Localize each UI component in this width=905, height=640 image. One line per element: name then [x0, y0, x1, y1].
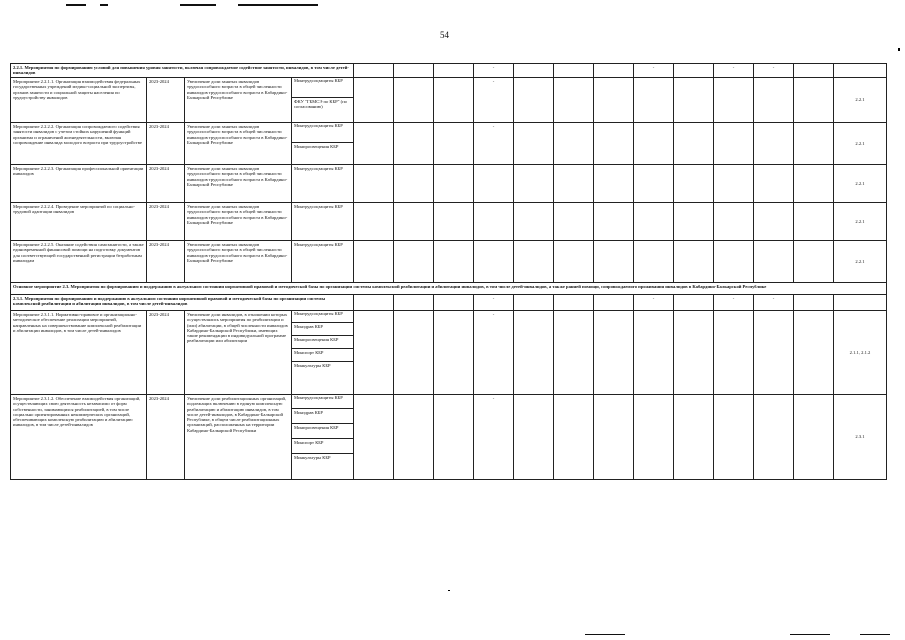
- executor: Минпросвещения КБР: [292, 335, 353, 348]
- executor: Минтрудсоцзащиты КБР: [294, 311, 343, 316]
- indicator-link: 2.2.1: [834, 203, 887, 241]
- indicator-link: 2.2.1: [834, 123, 887, 165]
- table-row: Мероприятие 2.3.1.2. Обеспечение взаимодействия организаций, осуществляющих свою деятельность независимо от форм собственности, занимающихся реабилитацией, в том числе социально ориентированных некоммерческих организаций, обеспечивающих комплексную реабилитацию и абилитацию инвалидов, в том числе детей-инвалидов 2023-2024 Увеличение доли реабилитационных организаций, подлежащих включению в единую комплексную реабилитацию и абилитацию инвалидов, в том числе детей-инвалидов, в Кабардино-Балкарской Республике, в общем числе реабилитационных организаций, расположенных на территории Кабардино-Балкарской Республики Минтрудсоцзащиты КБР Минздрав КБР Минпросвещения КБР Минспорт КБР Минкультуры КБР - 2.3.1: [11, 395, 887, 480]
- event-period: 2023-2024: [147, 311, 185, 395]
- table-row: Мероприятие 2.2.1.1. Организация взаимодействия федеральных государственных учреждений медико-социальной экспертизы, органов занятости и социальной защиты населения по трудоустройству инвалидов 2023-2024 Увеличение доли занятых инвалидов трудоспособного возраста в общей численности инвалидов трудоспособного возраста в Кабардино-Балкарской Республике Минтрудсоцзащиты КБР ФКУ "ГБМСЭ по КБР" (по согласованию) - 2.2.1: [11, 78, 887, 123]
- table-row: 2.3.1. Мероприятия по формированию и поддержанию в актуальном состоянии нормативной правовой и методической базы по организации системы комплексной реабилитации и абилитации инвалидов, в том числе детей-инвалидов - - - -: [11, 295, 887, 311]
- event-result: Увеличение доли занятых инвалидов трудоспособного возраста в общей численности инвалидов трудоспособного возраста в Кабардино-Балкарской Республике: [185, 203, 292, 241]
- event-name: Мероприятие 2.3.1.2. Обеспечение взаимодействия организаций, осуществляющих свою деятельность независимо от форм собственности, занимающихся реабилитацией, в том числе социально ориентированных некоммерческих организаций, обеспечивающих комплексную реабилитацию и абилитацию инвалидов, в том числе детей-инвалидов: [11, 395, 147, 480]
- executor: Минздрав КБР: [292, 322, 353, 335]
- section-title: Основное мероприятие 2.3. Мероприятия по формированию и поддержанию в актуальном состоянии нормативной правовой и методической базы по организации системы комплексной реабилитации и абилитации инвалидов, в том числе детей-инвалидов, а также ранней помощи, сопровождаемого проживания инвалидов в Кабардино-Балкарской Республике: [11, 283, 887, 295]
- scan-mark: [448, 590, 450, 591]
- section-title: 2.3.1. Мероприятия по формированию и поддержанию в актуальном состоянии нормативной правовой и методической базы по организации системы комплексной реабилитации и абилитации инвалидов, в том числе детей-инвалидов: [11, 295, 354, 311]
- executor: Минтрудсоцзащиты КБР: [294, 78, 343, 83]
- executor: Минкультуры КБР: [292, 361, 353, 369]
- scan-mark: [238, 4, 318, 6]
- event-result: Увеличение доли реабилитационных организаций, подлежащих включению в единую комплексную реабилитацию и абилитацию инвалидов, в том числе детей-инвалидов, в Кабардино-Балкарской Республике, в общем числе реабилитационных организаций, расположенных на территории Кабардино-Балкарской Республики: [185, 395, 292, 480]
- event-period: 2023-2024: [147, 241, 185, 283]
- event-period: 2023-2024: [147, 78, 185, 123]
- table-row: [11, 283, 887, 295]
- scan-mark: [180, 4, 216, 6]
- table-row: 2.2.1. Мероприятия по формированию условий для повышения уровня занятости, включая сопровождаемое содействие занятости, инвалидов, в том числе детей-инвалидов - - - -: [11, 64, 887, 78]
- executor: Минкультуры КБР: [292, 453, 353, 461]
- indicator-link: 2.2.1: [834, 241, 887, 283]
- indicator-link: 2.2.1: [834, 78, 887, 123]
- page-number: 54: [440, 30, 449, 40]
- section-title: 2.2.1. Мероприятия по формированию условий для повышения уровня занятости, включая сопровождаемое содействие занятости, инвалидов, в том числе детей-инвалидов: [11, 64, 354, 78]
- executor: Минтрудсоцзащиты КБР: [294, 395, 343, 400]
- scan-mark: [860, 634, 890, 635]
- executor: Минспорт КБР: [292, 348, 353, 361]
- executor: Минпросвещения КБР: [292, 423, 353, 438]
- scan-mark: [66, 4, 86, 6]
- event-name: Мероприятие 2.2.1.1. Организация взаимодействия федеральных государственных учреждений медико-социальной экспертизы, органов занятости и социальной защиты населения по трудоустройству инвалидов: [11, 78, 147, 123]
- executor: Минпросвещения КБР: [292, 142, 353, 150]
- event-result: Увеличение доли инвалидов, в отношении которых осуществлялись мероприятия по реабилитации и (или) абилитации, в общей численности инвалидов Кабардино-Балкарской Республики, имеющих такие рекомендации в индивидуальной программе реабилитации или абилитации: [185, 311, 292, 395]
- scan-mark: [790, 634, 830, 635]
- scan-mark: [585, 634, 625, 635]
- table-row: [11, 165, 887, 203]
- event-result: Увеличение доли занятых инвалидов трудоспособного возраста в общей численности инвалидов трудоспособного возраста в Кабардино-Балкарской Республике: [185, 123, 292, 165]
- program-table: [10, 63, 887, 480]
- indicator-link: 2.1.1, 2.1.2: [834, 311, 887, 395]
- event-result: Увеличение доли занятых инвалидов трудоспособного возраста в общей численности инвалидов трудоспособного возраста в Кабардино-Балкарской Республике: [185, 165, 292, 203]
- event-period: 2023-2024: [147, 203, 185, 241]
- indicator-link: 2.3.1: [834, 395, 887, 480]
- executor: Минздрав КБР: [292, 408, 353, 423]
- event-name: Мероприятие 2.2.2.3. Организация профессиональной ориентации инвалидов: [11, 165, 147, 203]
- scan-mark: [100, 4, 108, 6]
- indicator-link: 2.2.1: [834, 165, 887, 203]
- executor: Минтрудсоцзащиты КБР: [292, 203, 354, 241]
- table-row: [11, 241, 887, 283]
- table-row: [11, 203, 887, 241]
- executor: ФКУ "ГБМСЭ по КБР" (по согласованию): [292, 97, 353, 111]
- table-row: Мероприятие 2.3.1.1. Нормативно-правовое и организационно-методическое обеспечение реализации мероприятий, направленных на совершенствование комплексной реабилитации и абилитации инвалидов, в том числе детей-инвалидов 2023-2024 Увеличение доли инвалидов, в отношении которых осуществлялись мероприятия по реабилитации и (или) абилитации, в общей численности инвалидов Кабардино-Балкарской Республики, имеющих такие рекомендации в индивидуальной программе реабилитации или абилитации Минтрудсоцзащиты КБР Минздрав КБР Минпросвещения КБР Минспорт КБР Минкультуры КБР - 2.1.1, 2.1.2: [11, 311, 887, 395]
- event-period: 2023-2024: [147, 395, 185, 480]
- event-name: Мероприятие 2.2.2.5. Оказание содействия самозанятости, а также единовременной финансовой помощи на подготовку документов для соответствующей государственной регистрации безработным инвалидам: [11, 241, 147, 283]
- table-row: Мероприятие 2.2.2.2. Организация сопровождаемого содействия занятости инвалидов с учетом стойких нарушений функций организма и ограничений жизнедеятельности, включая сопровождение инвалида молодого возраста при трудоустройстве 2023-2024 Увеличение доли занятых инвалидов трудоспособного возраста в общей численности инвалидов трудоспособного возраста в Кабардино-Балкарской Республике Минтрудсоцзащиты КБР Минпросвещения КБР - 2.2.1: [11, 123, 887, 165]
- event-result: Увеличение доли занятых инвалидов трудоспособного возраста в общей численности инвалидов трудоспособного возраста в Кабардино-Балкарской Республике: [185, 78, 292, 123]
- executor: Минтрудсоцзащиты КБР: [292, 165, 354, 203]
- executor: Минспорт КБР: [292, 438, 353, 453]
- executor: Минтрудсоцзащиты КБР: [294, 123, 343, 128]
- event-period: 2023-2024: [147, 123, 185, 165]
- scan-mark: [898, 48, 900, 51]
- event-name: Мероприятие 2.2.2.4. Проведение мероприятий по социально-трудовой адаптации инвалидов: [11, 203, 147, 241]
- event-period: 2023-2024: [147, 165, 185, 203]
- event-name: Мероприятие 2.3.1.1. Нормативно-правовое и организационно-методическое обеспечение реализации мероприятий, направленных на совершенствование комплексной реабилитации и абилитации инвалидов, в том числе детей-инвалидов: [11, 311, 147, 395]
- event-result: Увеличение доли занятых инвалидов трудоспособного возраста в общей численности инвалидов трудоспособного возраста в Кабардино-Балкарской Республике: [185, 241, 292, 283]
- event-name: Мероприятие 2.2.2.2. Организация сопровождаемого содействия занятости инвалидов с учетом стойких нарушений функций организма и ограничений жизнедеятельности, включая сопровождение инвалида молодого возраста при трудоустройстве: [11, 123, 147, 165]
- executor: Минтрудсоцзащиты КБР: [292, 241, 354, 283]
